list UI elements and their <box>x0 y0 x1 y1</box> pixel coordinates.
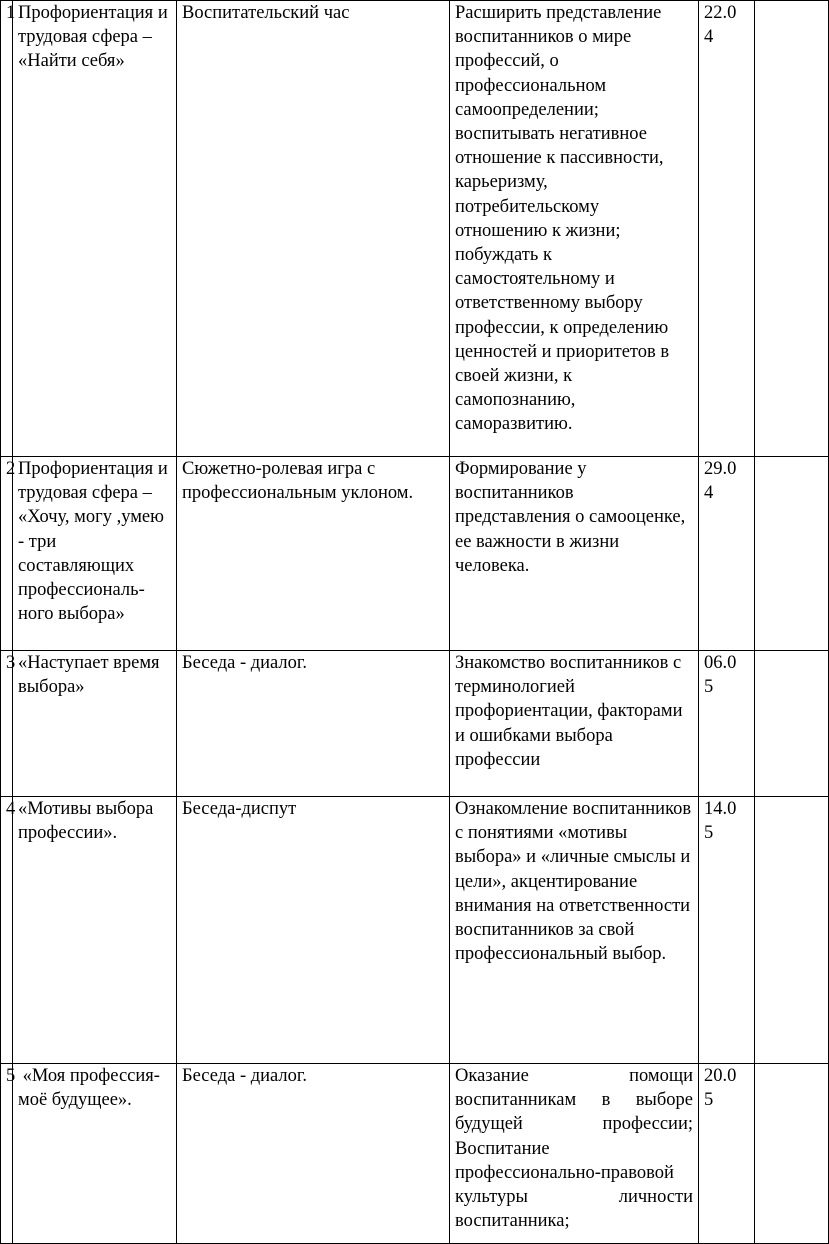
event-date: 22.0 4 <box>699 1 755 457</box>
event-form: Сюжетно-ролевая игра с профессиональным уклоном. <box>177 457 450 651</box>
table-row <box>1 1 829 457</box>
event-goal: Знакомство воспитанников с терминологией профориентации, факторами и ошибками выбора профессии <box>450 651 699 797</box>
event-topic: «Мотивы выбора профессии». <box>13 797 177 1064</box>
event-date: 20.0 5 <box>699 1064 755 1244</box>
empty-cell <box>755 1064 829 1244</box>
table-row <box>1 1064 829 1244</box>
event-topic: «Моя профессия- моё будущее». <box>13 1064 177 1244</box>
event-goal: Ознакомление воспитанников с понятиями «мотивы выбора» и «личные смыслы и цели», акцентирование внимания на ответственности воспитанников за свой профессиональный выбор. <box>450 797 699 1064</box>
table-row <box>1 651 829 797</box>
event-topic: Профориентация и трудовая сфера – «Хочу, могу ,умею - три составляющих профессионального выбора» <box>13 457 177 651</box>
event-date: 29.0 4 <box>699 457 755 651</box>
event-topic: Профориентация и трудовая сфера – «Найти себя» <box>13 1 177 457</box>
row-number: 2 <box>1 457 13 651</box>
row-number: 4 <box>1 797 13 1064</box>
event-date: 06.0 5 <box>699 651 755 797</box>
table-row <box>1 457 829 651</box>
event-date: 14.0 5 <box>699 797 755 1064</box>
event-topic: «Наступает время выбора» <box>13 651 177 797</box>
event-goal: Оказание помощи воспитанникам в выборе будущей профессии; Воспитание профессионально-правовой культуры личности воспитанника; <box>450 1064 699 1244</box>
empty-cell <box>755 797 829 1064</box>
empty-cell <box>755 457 829 651</box>
event-form: Беседа - диалог. <box>177 1064 450 1244</box>
row-number: 3 <box>1 651 13 797</box>
event-form: Воспитательский час <box>177 1 450 457</box>
empty-cell <box>755 651 829 797</box>
row-number: 1 <box>1 1 13 457</box>
event-goal: Формирование у воспитанников представления о самооценке, ее важности в жизни человека. <box>450 457 699 651</box>
table-row <box>1 797 829 1064</box>
event-form: Беседа - диалог. <box>177 651 450 797</box>
row-number: 5 <box>1 1064 13 1244</box>
empty-cell <box>755 1 829 457</box>
event-form: Беседа-диспут <box>177 797 450 1064</box>
event-goal: Расширить представление воспитанников о мире профессий, о профессиональном самоопределении; воспитывать негативное отношение к пассивности, карьеризму, потребительскому отношению к жизни; побуждать к самостоятельному и ответственному выбору профессии, к определению ценностей и приоритетов в своей жизни, к самопознанию, саморазвитию. <box>450 1 699 457</box>
